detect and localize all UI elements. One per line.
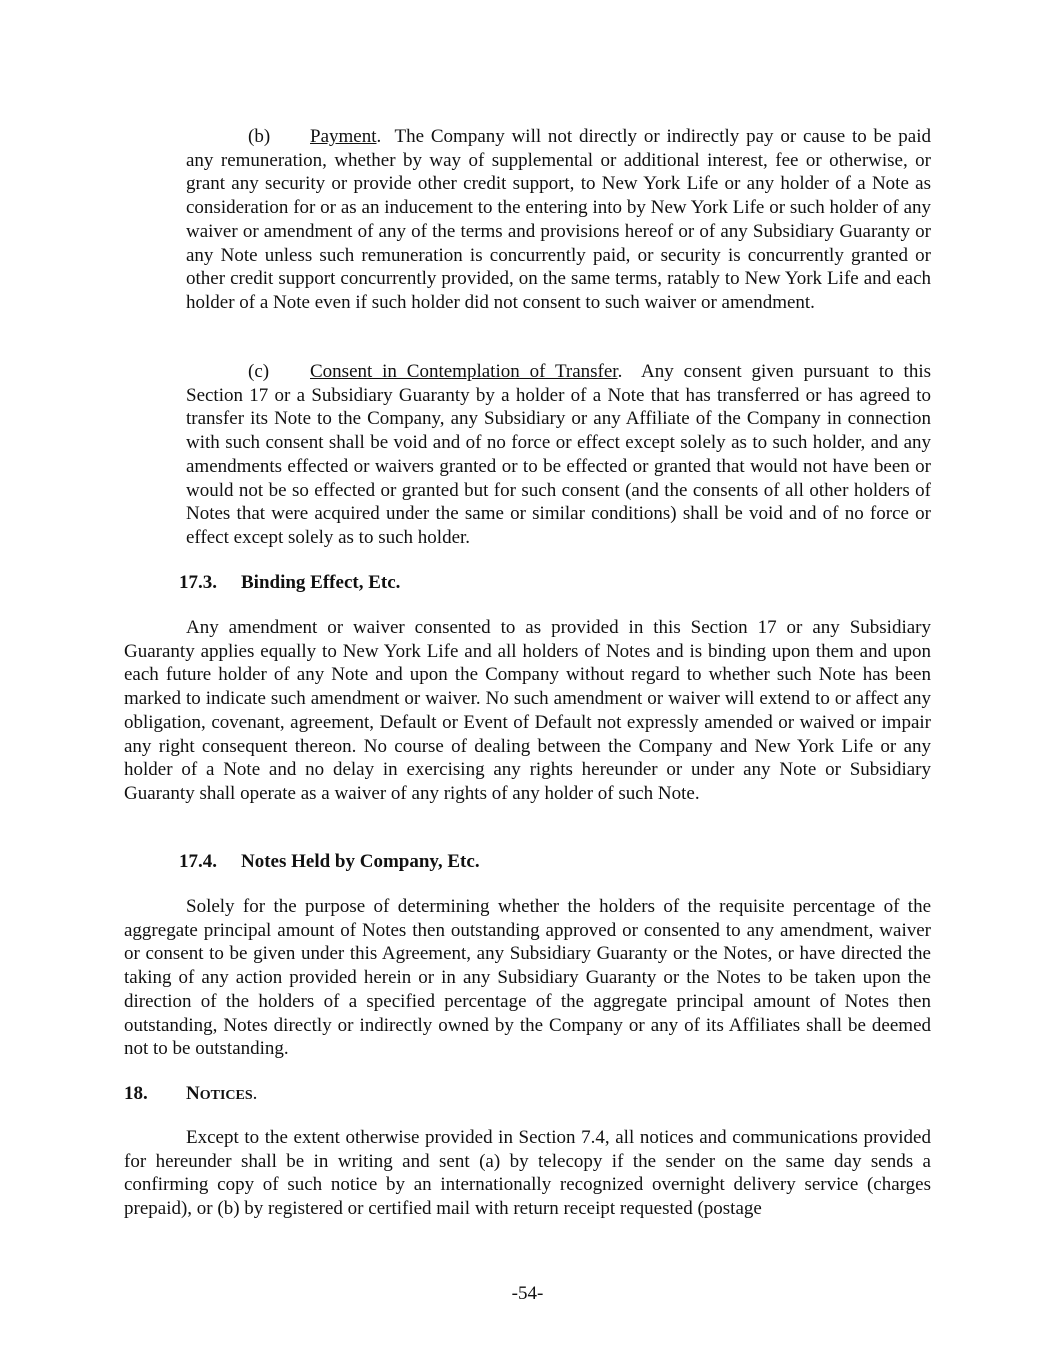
section-17-3-number: 17.3. bbox=[179, 572, 217, 593]
section-b-marker: (b) bbox=[248, 126, 271, 147]
section-17-4-number: 17.4. bbox=[179, 851, 217, 872]
section-b-title-period: . bbox=[376, 126, 382, 147]
section-18-title-rest: OTICES bbox=[199, 1088, 253, 1103]
section-18-paragraph: Except to the extent otherwise provided in Section 7.4, all notices and communications provided for hereunder shall be in writing and sent (a) by telecopy if the sender on the same day sends a confirming copy of such notice by an internationally recognized overnight delivery service (charges prepaid), or (b) by registered or certified mail with return receipt requested (postage bbox=[124, 1127, 931, 1220]
section-c-marker: (c) bbox=[248, 361, 270, 382]
section-b-text: The Company will not directly or indirectly pay or cause to be paid any remuneration, whether by way of supplemental or additional interest, fee or otherwise, or grant any security or provide other credit support, to New York Life or any holder of a Note as consideration for or as an inducement to the entering into by New York Life or such holder of any waiver or amendment of any of the terms and provisions hereof or of any Subsidiary Guaranty or any Note unless such remuneration is concurrently paid, or security is concurrently granted or other credit support concurrently provided, on the same terms, ratably to New York Life and each holder of a Note even if such holder did not consent to such waiver or amendment. bbox=[186, 126, 931, 313]
section-c-text: Any consent given pursuant to this Section 17 or a Subsidiary Guaranty by a holder of a Note that has transferred or has agreed to transfer its Note to the Company, any Subsidiary or any Affiliate of the Company in connection with such consent shall be void and of no force or effect except solely as to such holder, and any amendments effected or waivers granted or to be effected or granted that would not have been or would not be so effected or granted but for such consent (and the consents of all other holders of Notes that were acquired under the same or similar conditions) shall be void and of no force or effect except solely as to such holder. bbox=[186, 361, 931, 548]
section-b-paragraph bbox=[186, 125, 931, 315]
section-b-title: Payment bbox=[310, 126, 377, 147]
section-18-title-period: . bbox=[252, 1083, 258, 1104]
section-18-heading bbox=[124, 1082, 257, 1108]
section-17-3-paragraph: Any amendment or waiver consented to as provided in this Section 17 or any Subsidiary Guaranty applies equally to New York Life and all holders of Notes and is binding upon them and upon each future holder of any Note and upon the Company without regard to whether such Note has been marked to indicate such amendment or waiver. No such amendment or waiver will extend to or affect any obligation, covenant, agreement, Default or Event of Default not expressly amended or waived or impair any right consequent thereon. No course of dealing between the Company and New York Life or any holder of a Note and no delay in exercising any rights hereunder or under any Note or Subsidiary Guaranty shall operate as a waiver of any rights of any holder of such Note. bbox=[124, 617, 931, 804]
section-18-number: 18. bbox=[124, 1083, 148, 1104]
section-17-3-heading bbox=[179, 571, 400, 595]
section-17-4-paragraph: Solely for the purpose of determining whether the holders of the requisite percentage of the aggregate principal amount of Notes then outstanding approved or consented to any amendment, waiver or consent to be given under this Agreement, any Subsidiary Guaranty or the Notes, or have directed the taking of any action provided herein or in any Subsidiary Guaranty or the Notes to be taken upon the direction of the holders of a specified percentage of the aggregate principal amount of Notes then outstanding, Notes directly or indirectly owned by the Company or any of its Affiliates shall be deemed not to be outstanding. bbox=[124, 896, 931, 1060]
section-c-paragraph bbox=[186, 360, 931, 550]
section-17-4-heading bbox=[179, 850, 480, 874]
section-18-title-initial: N bbox=[186, 1083, 200, 1104]
section-17-3-title: Binding Effect, Etc. bbox=[241, 572, 401, 593]
section-17-4-title: Notes Held by Company, Etc. bbox=[241, 851, 480, 872]
section-c-title: Consent in Contemplation of Transfer bbox=[310, 361, 618, 382]
page-number: -54- bbox=[511, 1283, 544, 1304]
section-c-title-period: . bbox=[617, 361, 623, 382]
